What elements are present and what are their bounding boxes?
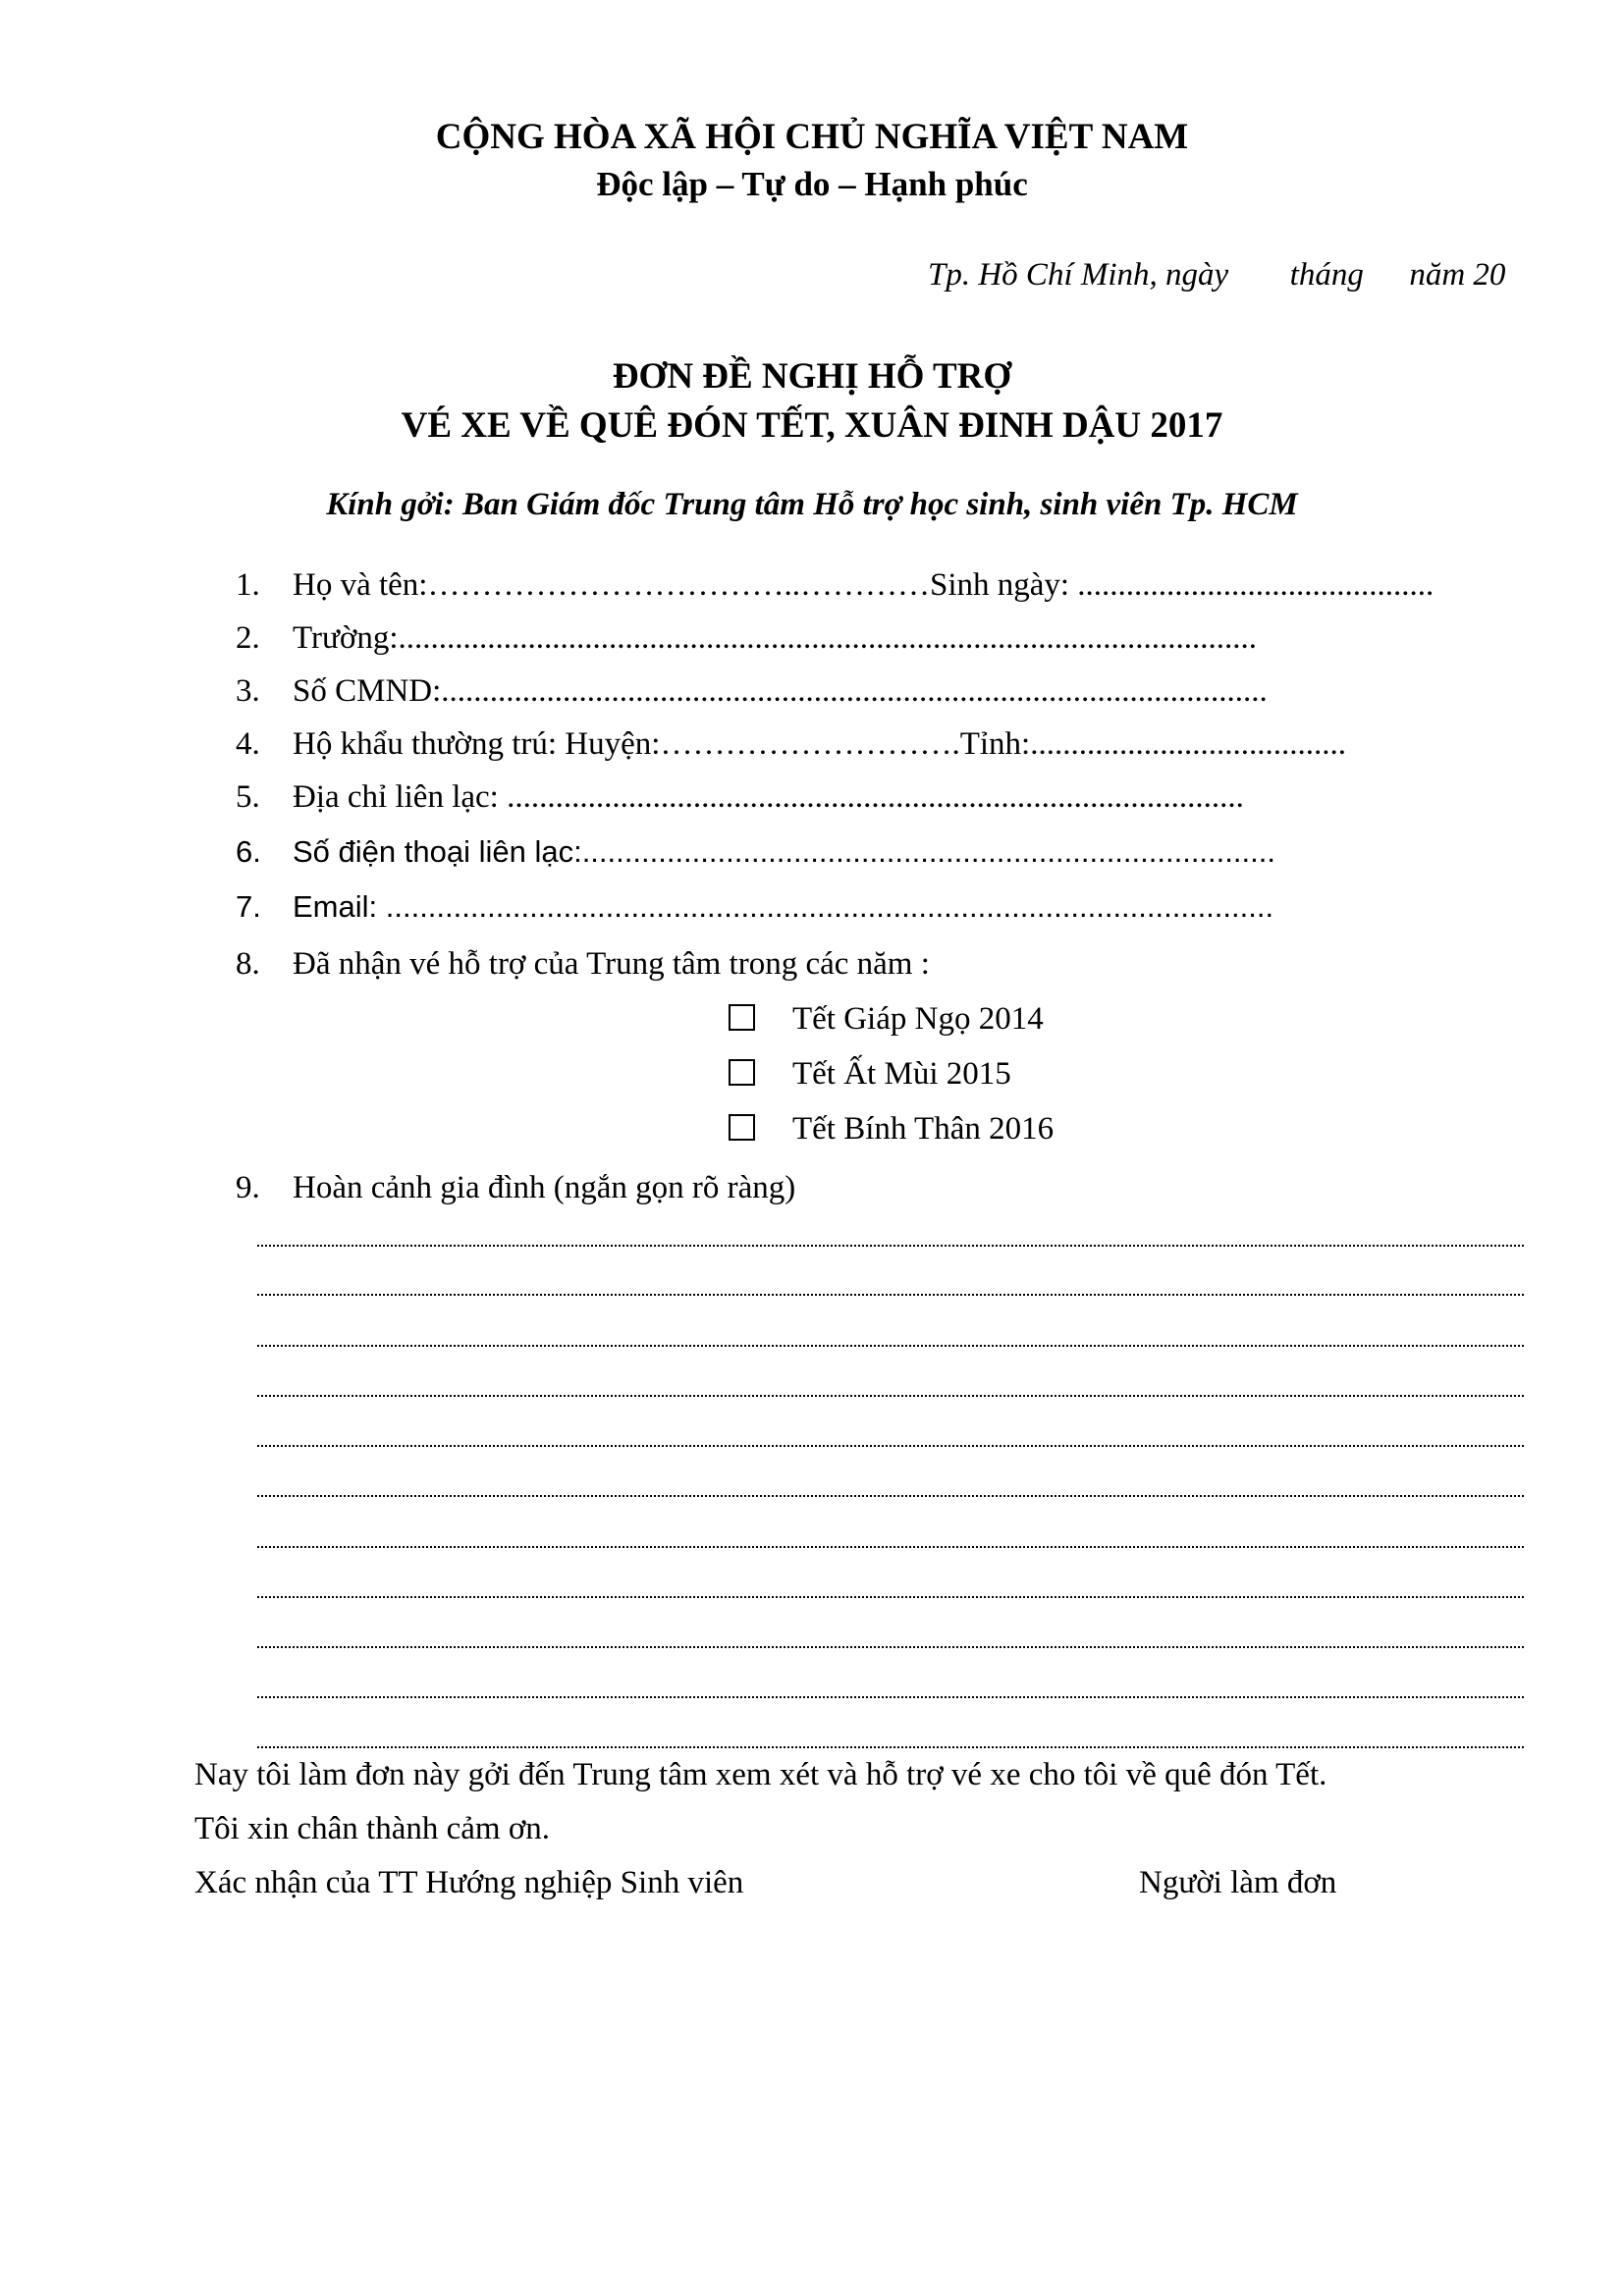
field-text: Địa chỉ liên lạc: ........................................................................................... <box>293 779 1244 815</box>
checkbox-icon[interactable] <box>729 1004 755 1031</box>
field-text: Đã nhận vé hỗ trợ của Trung tâm trong các năm : <box>293 946 930 982</box>
field-number: 5. <box>236 779 260 815</box>
thanks-sentence: Tôi xin chân thành cảm ơn. <box>194 1811 551 1846</box>
form-title-line2: VÉ XE VỀ QUÊ ĐÓN TẾT, XUÂN ĐINH DẬU 2017 <box>401 405 1223 446</box>
writing-line[interactable] <box>257 1696 1524 1698</box>
place-date-year: năm 20 <box>1409 257 1506 293</box>
field-text: Email: ......................................................................................................... <box>293 889 1274 924</box>
writing-line[interactable] <box>257 1546 1524 1548</box>
checkbox-icon[interactable] <box>729 1059 755 1086</box>
request-sentence: Nay tôi làm đơn này gởi đến Trung tâm xem xét và hỗ trợ vé xe cho tôi về quê đón Tết. <box>194 1757 1327 1792</box>
checkbox-label: Tết Ất Mùi 2015 <box>792 1056 1011 1092</box>
field-number: 3. <box>236 673 260 709</box>
field-number: 6. <box>236 834 261 869</box>
place-date-prefix: Tp. Hồ Chí Minh, ngày <box>928 257 1229 293</box>
checkbox-label: Tết Giáp Ngọ 2014 <box>792 1001 1044 1037</box>
applicant-label: Người làm đơn <box>1139 1865 1337 1900</box>
field-text: Trường:.......................................................................................................... <box>293 620 1257 656</box>
writing-line[interactable] <box>257 1445 1524 1447</box>
nation-heading: CỘNG HÒA XÃ HỘI CHỦ NGHĨA VIỆT NAM <box>435 117 1189 157</box>
writing-line[interactable] <box>257 1345 1524 1347</box>
checkbox-label: Tết Bính Thân 2016 <box>792 1111 1055 1147</box>
writing-line[interactable] <box>257 1746 1524 1748</box>
writing-line[interactable] <box>257 1245 1524 1247</box>
field-number: 9. <box>236 1170 260 1205</box>
place-date <box>928 257 1505 294</box>
writing-line[interactable] <box>257 1395 1524 1397</box>
field-number: 4. <box>236 726 260 762</box>
form-title-line1: ĐƠN ĐỀ NGHỊ HỖ TRỢ <box>612 356 1012 397</box>
field-text: Hộ khẩu thường trú: Huyện:……………………….Tỉnh:....................................... <box>293 726 1346 762</box>
field-number: 2. <box>236 620 260 656</box>
checkbox-2015[interactable] <box>729 1054 1011 1094</box>
writing-line[interactable] <box>257 1646 1524 1648</box>
writing-line[interactable] <box>257 1294 1524 1296</box>
field-text: Số CMND:...................................................................................................... <box>293 673 1268 709</box>
place-date-month: tháng <box>1289 257 1364 293</box>
field-number: 1. <box>236 567 260 603</box>
checkbox-icon[interactable] <box>729 1114 755 1141</box>
writing-line[interactable] <box>257 1495 1524 1497</box>
field-text: Họ và tên:……………………………..…………Sinh ngày: ............................................ <box>293 567 1435 603</box>
field-number: 8. <box>236 946 260 982</box>
checkbox-2016[interactable] <box>729 1109 1054 1148</box>
motto: Độc lập – Tự do – Hạnh phúc <box>596 165 1028 203</box>
field-text: Số điện thoại liên lạc:.................................................................................. <box>293 834 1275 869</box>
checkbox-2014[interactable] <box>729 999 1044 1039</box>
confirmation-label: Xác nhận của TT Hướng nghiệp Sinh viên <box>194 1865 744 1900</box>
writing-line[interactable] <box>257 1596 1524 1598</box>
field-number: 7. <box>236 889 261 924</box>
recipient: Kính gởi: Ban Giám đốc Trung tâm Hỗ trợ học sinh, sinh viên Tp. HCM <box>326 487 1298 522</box>
field-text: Hoàn cảnh gia đình (ngắn gọn rõ ràng) <box>293 1170 796 1205</box>
